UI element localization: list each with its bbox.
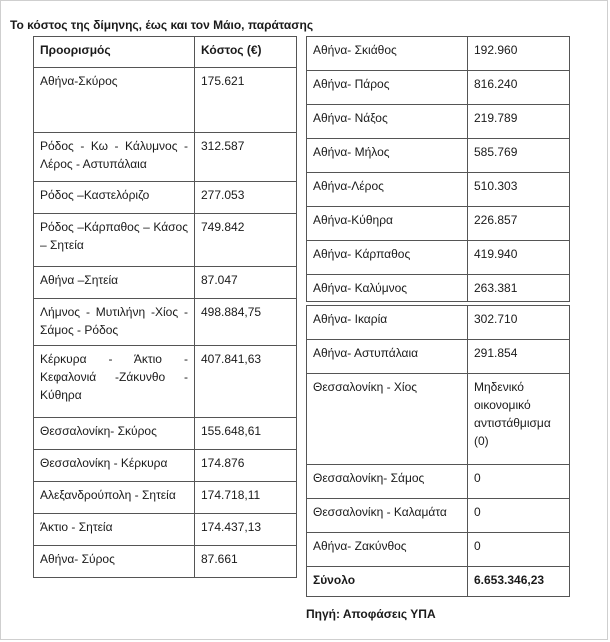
cost-cell: 749.842	[195, 214, 297, 267]
table-row	[307, 306, 570, 340]
route-cell: Αθήνα –Σητεία	[34, 267, 195, 299]
page-title: Το κόστος της δίμηνης, έως και τον Μάιο, παράτασης	[10, 18, 314, 32]
table-row	[307, 207, 570, 241]
route-cell: Κέρκυρα - Άκτιο - Κεφαλονιά -Ζάκυνθο - Κύθηρα	[34, 346, 195, 418]
route-cell: Αθήνα- Πάρος	[307, 71, 468, 105]
table-row	[307, 241, 570, 275]
header-destination: Προορισμός	[34, 37, 195, 68]
cost-cell: 263.381	[468, 275, 570, 302]
table-row	[34, 214, 297, 267]
route-cell: Αθήνα- Νάξος	[307, 105, 468, 139]
route-cell: Αθήνα- Καλύμνος	[307, 275, 468, 302]
table-row	[307, 37, 570, 71]
total-value: 6.653.346,23	[468, 567, 570, 597]
table-row	[34, 133, 297, 182]
route-cell: Θεσσαλονίκη - Χίος	[307, 374, 468, 465]
route-cell: Ρόδος –Καστελόριζο	[34, 182, 195, 214]
route-cell: Αθήνα- Ικαρία	[307, 306, 468, 340]
table-row	[307, 374, 570, 465]
cost-cell: 87.047	[195, 267, 297, 299]
table-row	[307, 139, 570, 173]
total-label: Σύνολο	[307, 567, 468, 597]
route-cell: Αθήνα- Σκιάθος	[307, 37, 468, 71]
cost-cell: 0	[468, 465, 570, 499]
cost-cell: 510.303	[468, 173, 570, 207]
route-cell: Θεσσαλονίκη - Κέρκυρα	[34, 450, 195, 482]
table-row	[34, 482, 297, 514]
route-cell: Αθήνα-Σκύρος	[34, 68, 195, 133]
table-row	[307, 340, 570, 374]
table-row	[34, 346, 297, 418]
left-cost-table	[33, 36, 297, 578]
cost-cell: 407.841,63	[195, 346, 297, 418]
table-header-row	[34, 37, 297, 68]
right-cost-table-top	[306, 36, 570, 302]
cost-cell: 219.789	[468, 105, 570, 139]
total-row	[307, 567, 570, 597]
cost-cell: 174.437,13	[195, 514, 297, 546]
cost-cell: 87.661	[195, 546, 297, 578]
cost-cell: Μηδενικό οικονομικό αντιστάθμισμα (0)	[468, 374, 570, 465]
cost-cell: 816.240	[468, 71, 570, 105]
cost-cell: 302.710	[468, 306, 570, 340]
table-row	[34, 68, 297, 133]
cost-cell: 498.884,75	[195, 299, 297, 346]
cost-cell: 419.940	[468, 241, 570, 275]
cost-cell: 585.769	[468, 139, 570, 173]
route-cell: Αλεξανδρούπολη - Σητεία	[34, 482, 195, 514]
table-row	[307, 499, 570, 533]
table-row	[307, 173, 570, 207]
route-cell: Λήμνος - Μυτιλήνη -Χίος - Σάμος - Ρόδος	[34, 299, 195, 346]
route-cell: Θεσσαλονίκη- Σάμος	[307, 465, 468, 499]
table-row	[34, 514, 297, 546]
table-row	[34, 546, 297, 578]
route-cell: Θεσσαλονίκη - Καλαμάτα	[307, 499, 468, 533]
route-cell: Θεσσαλονίκη- Σκύρος	[34, 418, 195, 450]
cost-cell: 0	[468, 533, 570, 567]
route-cell: Αθήνα- Σύρος	[34, 546, 195, 578]
route-cell: Ρόδος - Κω - Κάλυμνος - Λέρος - Αστυπάλαια	[34, 133, 195, 182]
table-row	[34, 450, 297, 482]
cost-cell: 277.053	[195, 182, 297, 214]
table-row	[34, 418, 297, 450]
cost-cell: 174.876	[195, 450, 297, 482]
route-cell: Αθήνα- Κάρπαθος	[307, 241, 468, 275]
cost-cell: 192.960	[468, 37, 570, 71]
route-cell: Αθήνα-Λέρος	[307, 173, 468, 207]
cost-cell: 291.854	[468, 340, 570, 374]
route-cell: Αθήνα- Ζακύνθος	[307, 533, 468, 567]
table-row	[34, 267, 297, 299]
table-row	[307, 465, 570, 499]
cost-cell: 174.718,11	[195, 482, 297, 514]
cost-cell: 226.857	[468, 207, 570, 241]
table-row	[307, 275, 570, 302]
source-note: Πηγή: Αποφάσεις ΥΠΑ	[306, 607, 436, 621]
table-row	[307, 71, 570, 105]
route-cell: Αθήνα-Κύθηρα	[307, 207, 468, 241]
cost-cell: 155.648,61	[195, 418, 297, 450]
table-row	[307, 105, 570, 139]
table-row	[34, 299, 297, 346]
route-cell: Άκτιο - Σητεία	[34, 514, 195, 546]
header-cost: Κόστος (€)	[195, 37, 297, 68]
right-cost-table-bottom	[306, 305, 570, 597]
route-cell: Ρόδος –Κάρπαθος – Κάσος – Σητεία	[34, 214, 195, 267]
table-row	[34, 182, 297, 214]
route-cell: Αθήνα- Μήλος	[307, 139, 468, 173]
cost-cell: 0	[468, 499, 570, 533]
table-row	[307, 533, 570, 567]
cost-cell: 312.587	[195, 133, 297, 182]
route-cell: Αθήνα- Αστυπάλαια	[307, 340, 468, 374]
cost-cell: 175.621	[195, 68, 297, 133]
